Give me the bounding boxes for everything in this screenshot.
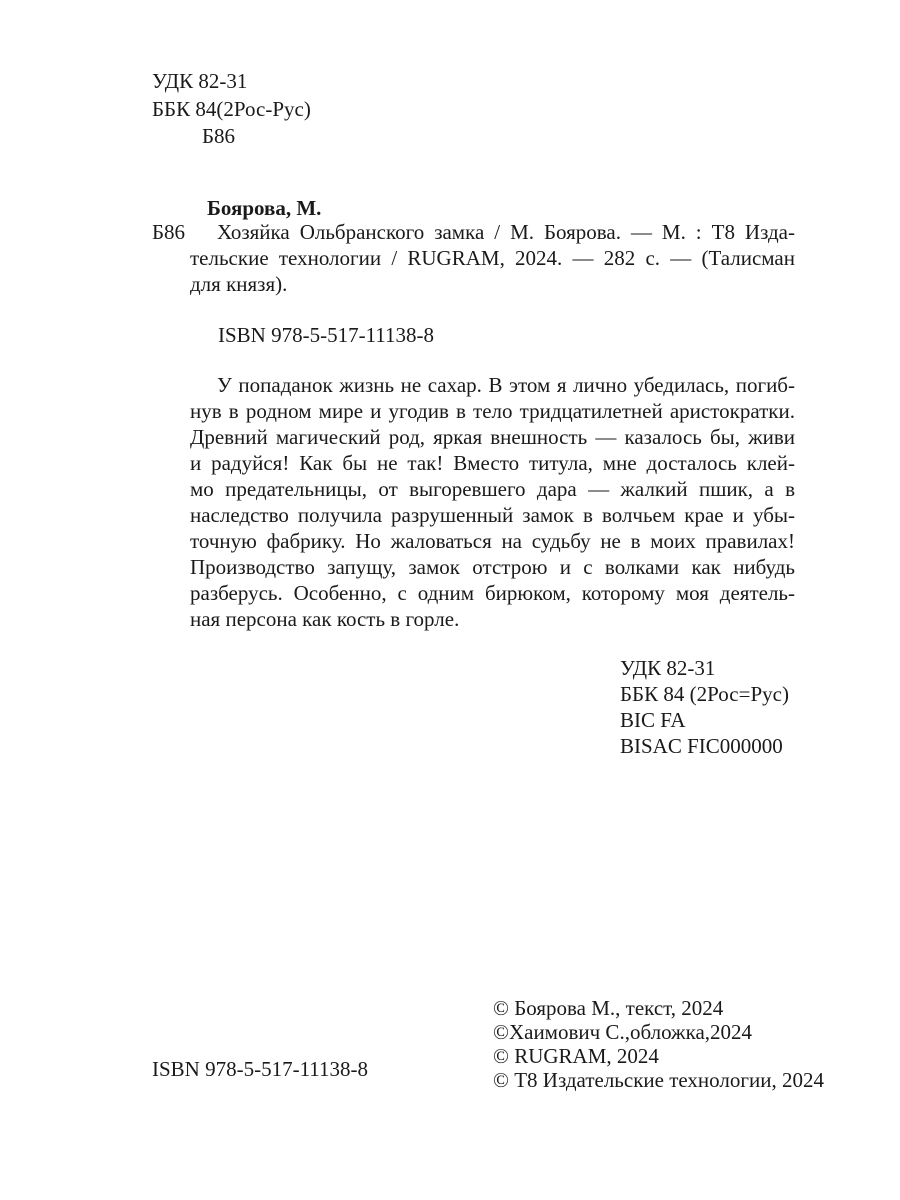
- annotation-line-3: Древний магический род, яркая внешность — казалось бы, живи: [190, 425, 795, 449]
- udk-code-top: УДК 82-31: [152, 69, 248, 93]
- entry-line-1: Хозяйка Ольбранского замка / М. Боярова. — М. : Т8 Изда-: [217, 220, 795, 244]
- annotation-line-7: точную фабрику. Но жаловаться на судьбу не в моих правилах!: [190, 529, 795, 553]
- copyright-author: © Боярова М., текст, 2024: [493, 996, 724, 1020]
- copyright-cover: ©Хаимович С.,обложка,2024: [493, 1020, 753, 1044]
- bbk-code-top: ББК 84(2Рос-Рус): [152, 97, 311, 121]
- isbn-main: ISBN 978-5-517-11138-8: [218, 323, 435, 347]
- annotation-line-6: наследство получила разрушенный замок в волчьем крае и убы-: [190, 503, 795, 527]
- copyright-block: [493, 996, 824, 1092]
- isbn-bottom: ISBN 978-5-517-11138-8: [152, 1057, 369, 1081]
- copyright-rugram: © RUGRAM, 2024: [493, 1044, 659, 1068]
- author-heading: Боярова, М.: [207, 196, 322, 220]
- classification-bbk: ББК 84 (2Рос=Рус): [620, 682, 789, 706]
- classification-block: [620, 655, 789, 759]
- copyright-t8: © Т8 Издательские технологии, 2024: [493, 1068, 824, 1092]
- author-mark-margin: Б86: [152, 220, 186, 244]
- entry-line-3: для князя).: [190, 272, 288, 296]
- annotation-line-9: разберусь. Особенно, с одним бирюком, которому моя деятель-: [190, 581, 795, 605]
- annotation-line-5: мо предательницы, от выгоревшего дара — жалкий пшик, а в: [190, 477, 795, 501]
- annotation-line-8: Производство запущу, замок отстрою и с волками как нибудь: [190, 555, 795, 579]
- annotation-line-10: ная персона как кость в горле.: [190, 607, 460, 631]
- classification-udk: УДК 82-31: [620, 656, 716, 680]
- author-mark-top: Б86: [202, 124, 236, 148]
- annotation-line-2: нув в родном мире и угодив в тело тридцатилетней аристократки.: [190, 399, 795, 423]
- annotation-line-4: и радуйся! Как бы не так! Вместо титула, мне досталось клей-: [190, 451, 795, 475]
- annotation-line-1: У попаданок жизнь не сахар. В этом я лично убедилась, погиб-: [217, 373, 795, 397]
- entry-line-2: тельские технологии / RUGRAM, 2024. — 282 с. — (Талисман: [190, 246, 795, 270]
- classification-bic: BIC FA: [620, 708, 686, 732]
- classification-bisac: BISAC FIC000000: [620, 734, 783, 758]
